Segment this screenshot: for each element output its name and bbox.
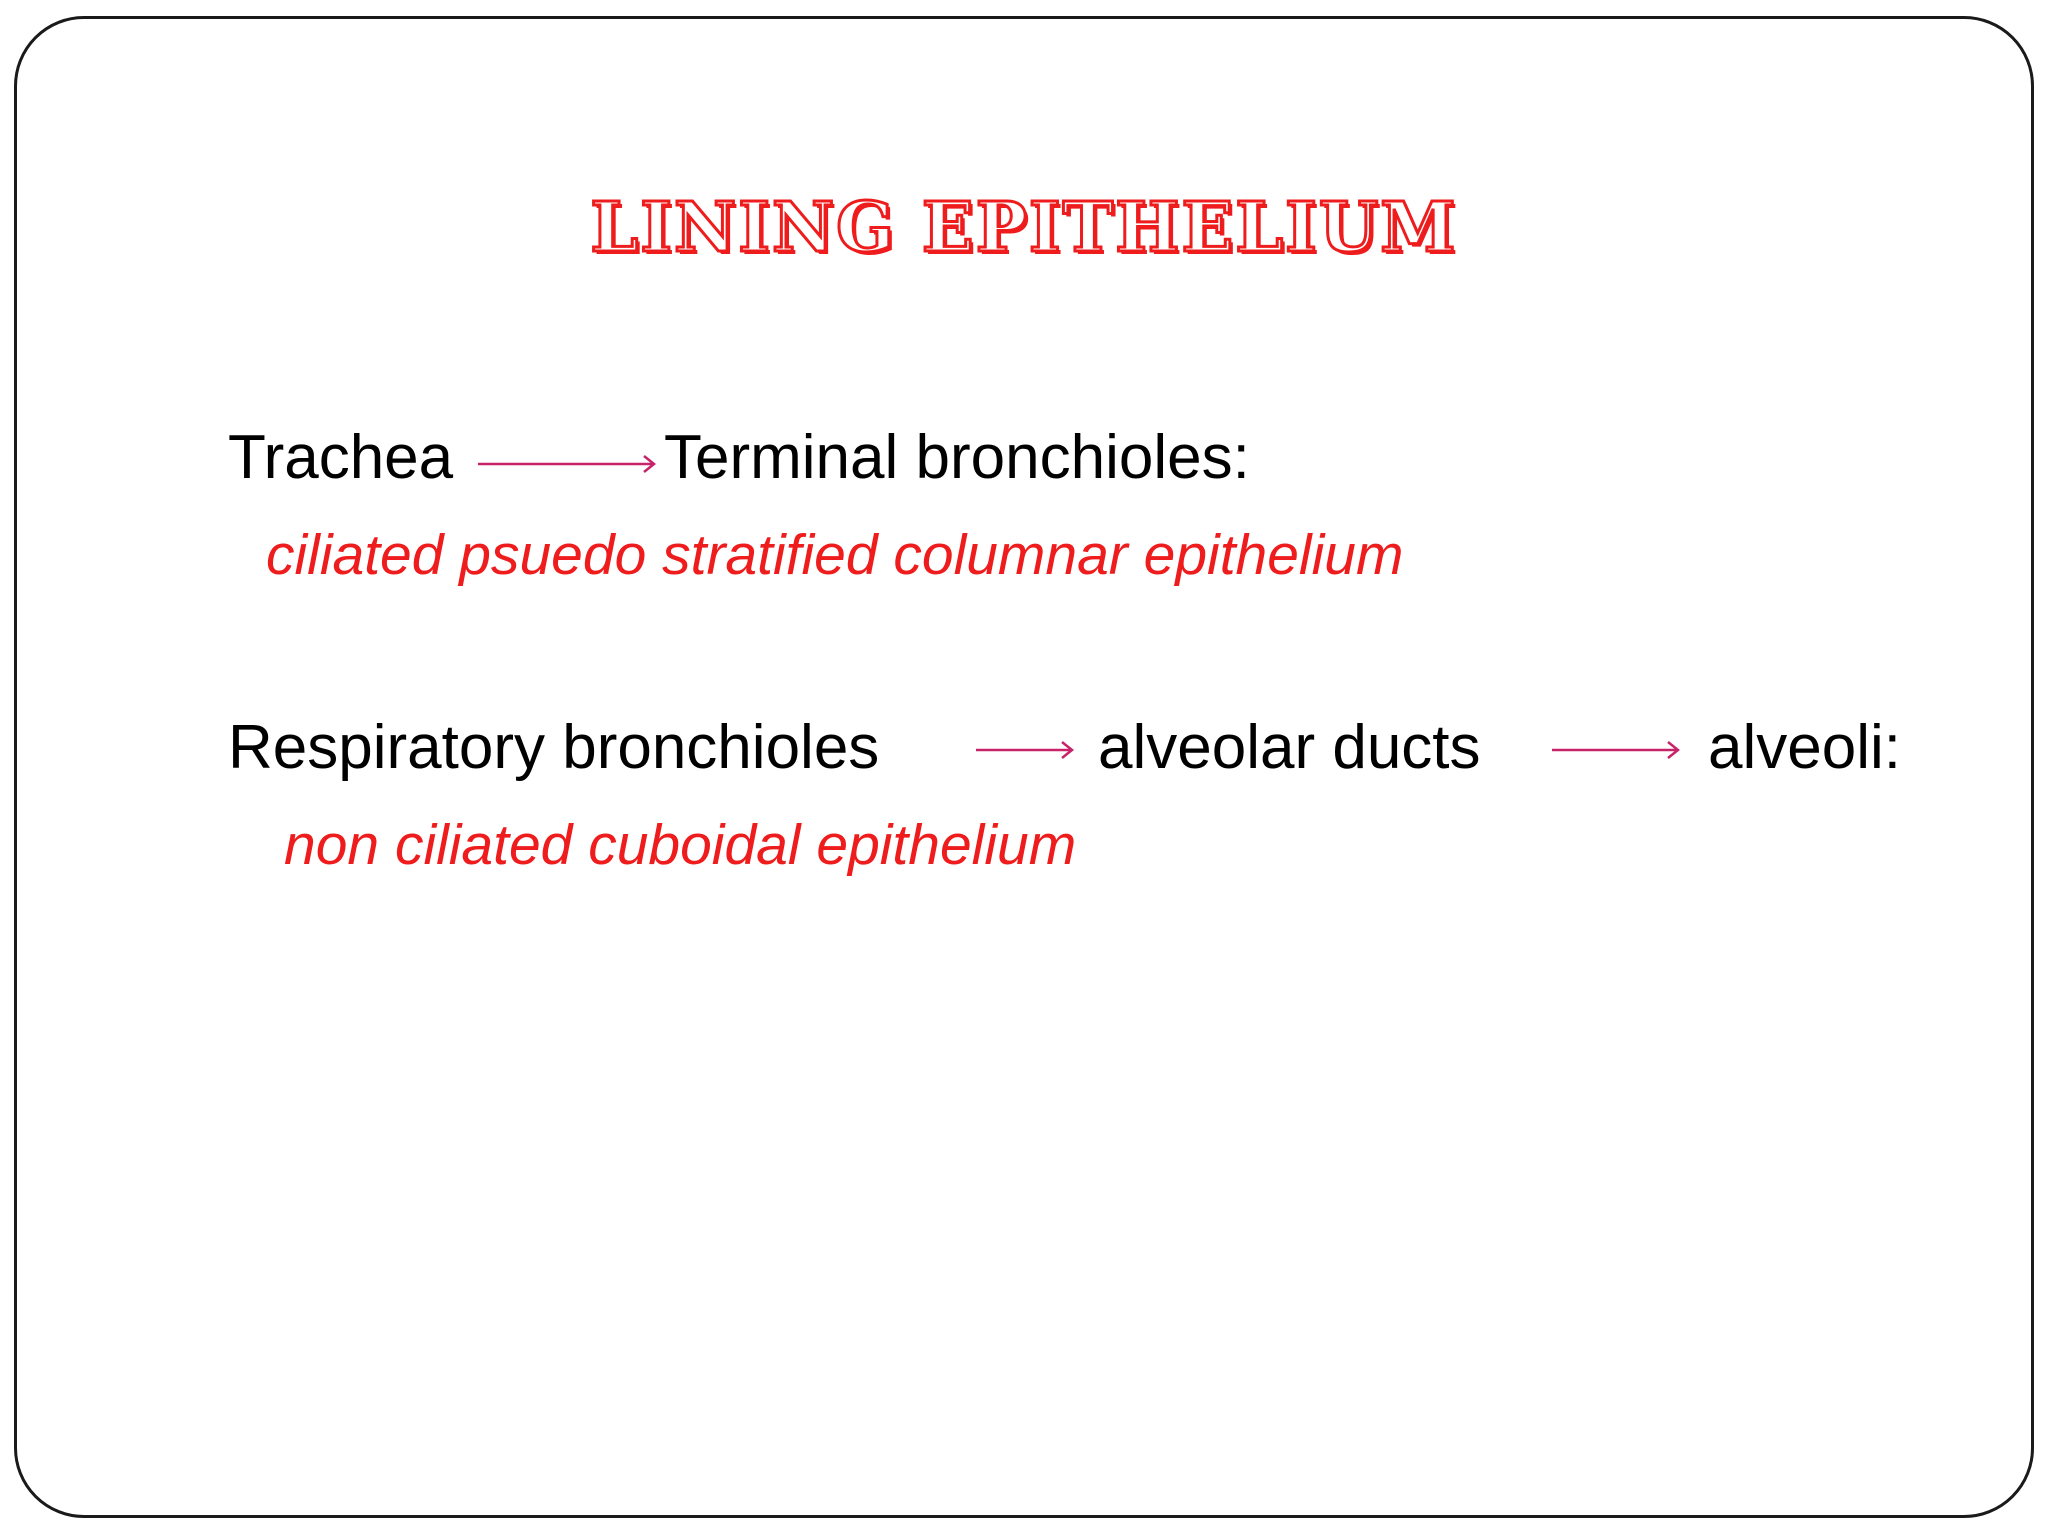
alveoli-label: alveoli: <box>1708 713 1901 782</box>
arrow-right-icon <box>1552 738 1682 762</box>
alveolar-ducts-label: alveolar ducts <box>1098 713 1481 782</box>
slide-title: LINING EPITHELIUM <box>590 188 1458 268</box>
terminal-bronchioles-label: Terminal bronchioles: <box>664 423 1250 492</box>
respiratory-bronchioles-label: Respiratory bronchioles <box>228 713 880 782</box>
arrow-right-icon <box>976 738 1076 762</box>
cuboidal-epithelium-description: non ciliated cuboidal epithelium <box>284 813 1077 877</box>
arrow-right-icon <box>478 452 658 476</box>
ciliated-epithelium-description: ciliated psuedo stratified columnar epithelium <box>266 523 1404 587</box>
trachea-label: Trachea <box>228 423 454 492</box>
